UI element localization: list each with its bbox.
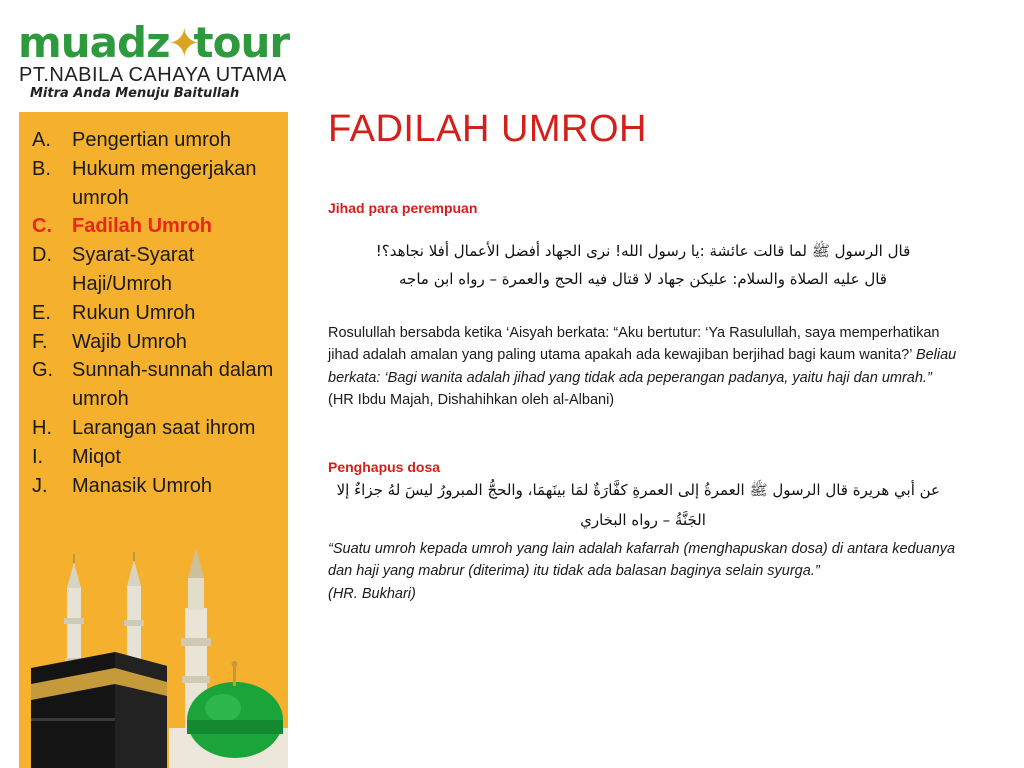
company-name: PT.NABILA CAHAYA UTAMA [19,64,287,86]
toc-item-label: Syarat-Syarat Haji/Umroh [72,244,195,295]
section-heading-jihad: Jihad para perempuan [328,200,478,216]
arabic-hadith-line-2: قال عليه الصلاة والسلام: عليكن جهاد لا قتال فيه الحج والعمرة – رواه ابن ماجه [399,270,887,288]
toc-item-label: Rukun Umroh [72,301,196,324]
toc-item-c[interactable] [32,212,282,241]
arabic-hadith-2-line-1: عن أبي هريرة قال الرسول ﷺ العمرةُ إلى العمرةِ كفَّارَةٌ لمَا بينَهمَا، والحجُّ المبرورُ ليسَ لهُ جزاءٌ إلا [336,481,940,499]
logo-star-icon: ✦ [167,21,201,67]
logo-word-left: muadz [18,18,170,67]
toc-item-f[interactable] [32,328,282,357]
toc-item-label: Fadilah Umroh [72,215,213,238]
translation-text: Rosulullah bersabda ketika ‘Aisyah berkata: “Aku bertutur: ‘Ya Rasulullah, saya memperhatikan jihad adalah amalan yang paling utama apakah ada kewajiban berjihad bagi kaum wanita?’ [328,325,940,364]
toc-item-letter: G. [32,359,54,382]
toc-item-letter: D. [32,244,52,267]
toc-item-letter: H. [32,416,52,439]
logo-word-right: tour [193,18,290,67]
page-title: FADILAH UMROH [328,108,647,150]
toc-item-letter: J. [32,474,48,497]
hadith-translation-jihad [328,322,958,411]
arabic-hadith-line-1: قال الرسول ﷺ لما قالت عائشة :يا رسول الله! نرى الجهاد أفضل الأعمال أفلا نجاهد؟! [375,242,911,260]
toc-item-label: Larangan saat ihrom [72,416,256,439]
toc-item-g[interactable] [32,356,282,414]
toc-item-j[interactable] [32,472,282,501]
translation-italic-text: Beliau berkata: ‘Bagi wanita adalah jihad yang tidak ada peperangan padanya, yaitu haji dan umrah.” [328,347,957,386]
toc-item-d[interactable] [32,241,282,299]
toc-item-label: Wajib Umroh [72,330,187,353]
section-heading-penghapus-dosa: Penghapus dosa [328,459,441,475]
kaaba-icon [31,652,167,768]
toc-item-letter: E. [32,301,51,324]
translation-italic-text-2: “Suatu umroh kepada umroh yang lain adalah kafarrah (menghapuskan dosa) di antara keduanya dan haji yang mabrur (diterima) itu tidak ada balasan baginya selain syurga.” [328,541,956,580]
toc-item-letter: B. [32,157,51,180]
toc-item-label: Sunnah-sunnah dalam umroh [72,359,274,411]
toc-item-e[interactable] [32,299,282,328]
toc-item-i[interactable] [32,443,282,472]
toc-item-letter: I. [32,445,44,468]
brand-logo [14,12,294,107]
toc-item-letter: C. [32,215,52,238]
toc-item-letter: A. [32,129,51,151]
toc-item-h[interactable] [32,414,282,443]
sidebar-panel [19,112,288,768]
toc-item-label: Hukum mengerjakan umroh [72,157,257,209]
kaaba-mosque-illustration [19,548,288,768]
toc-item-label: Manasik Umroh [72,474,213,497]
company-tagline: Mitra Anda Menuju Baitullah [30,86,240,101]
table-of-contents [32,126,282,500]
toc-item-b[interactable] [32,155,282,213]
hadith-translation-dosa [328,538,958,605]
logo-wordmark [18,18,290,67]
toc-item-label: Pengertian umroh [72,129,231,151]
hadith-source-2: (HR. Bukhari) [328,585,416,602]
arabic-hadith-2-line-2: الجَنَّةُ – رواه البخاري [580,511,706,529]
toc-item-letter: F. [32,330,48,353]
toc-item-a[interactable] [32,126,282,155]
hadith-source: (HR Ibdu Majah, Dishahihkan oleh al-Albani) [328,391,615,408]
toc-item-label: Miqot [72,445,121,468]
